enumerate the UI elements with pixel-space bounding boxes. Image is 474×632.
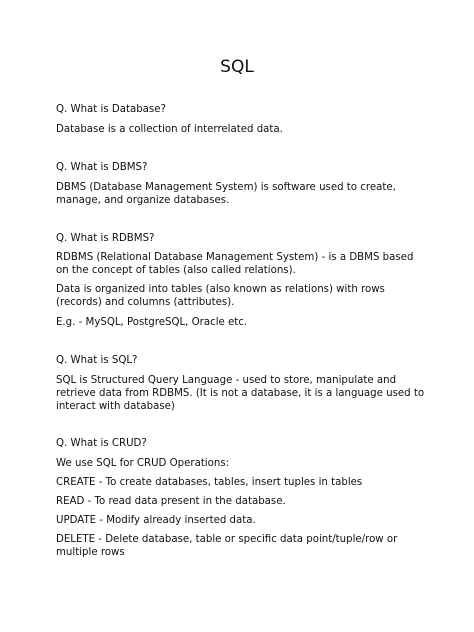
answer-rdbms-tables: Data is organized into tables (also known as relations) with rows (records) and columns (attributes).: [56, 284, 385, 308]
answer-rdbms-examples: E.g. - MySQL, PostgreSQL, Oracle etc.: [56, 317, 248, 328]
answer-rdbms-definition: RDBMS (Relational Database Management System) - is a DBMS based on the concept of tables (also called relations).: [56, 252, 414, 276]
answer-sql: SQL is Structured Query Language - used to store, manipulate and retrieve data from RDBMS. (It is not a database, it is a language used to interact with database): [56, 375, 425, 412]
crud-intro: We use SQL for CRUD Operations:: [56, 458, 230, 469]
crud-update: UPDATE - Modify already inserted data.: [56, 515, 256, 526]
question-sql: Q. What is SQL?: [56, 355, 138, 366]
question-database: Q. What is Database?: [56, 104, 166, 115]
question-dbms: Q. What is DBMS?: [56, 162, 148, 173]
page-title: SQL: [220, 57, 254, 77]
crud-read: READ - To read data present in the database.: [56, 496, 286, 507]
crud-create: CREATE - To create databases, tables, insert tuples in tables: [56, 477, 363, 488]
answer-database: Database is a collection of interrelated data.: [56, 124, 283, 135]
question-rdbms: Q. What is RDBMS?: [56, 233, 155, 244]
answer-dbms: DBMS (Database Management System) is software used to create, manage, and organize databases.: [56, 182, 396, 206]
question-crud: Q. What is CRUD?: [56, 438, 147, 449]
crud-delete: DELETE - Delete database, table or specific data point/tuple/row or multiple rows: [56, 534, 398, 558]
